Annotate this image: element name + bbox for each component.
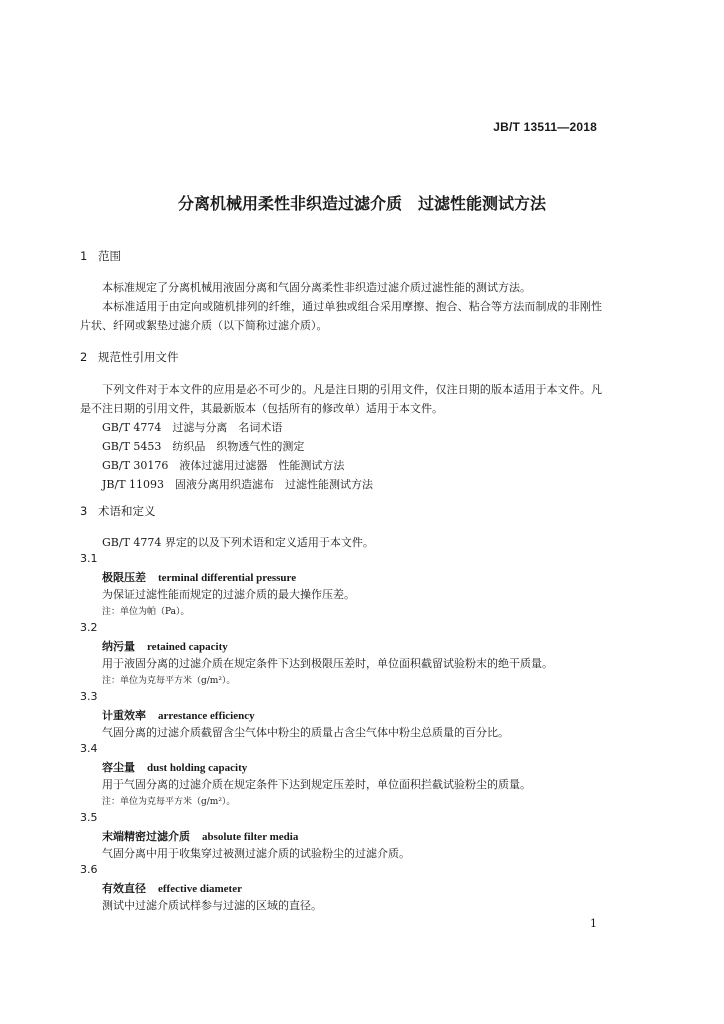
term-heading [102,880,242,896]
section-2-heading [80,349,179,365]
section-2-para-1: 下列文件对于本文件的应用是必不可少的。凡是注日期的引用文件，仅注日期的版本适用于本文件。凡是不注日期的引用文件，其最新版本（包括所有的修改单）适用于本文件。 [80,383,602,415]
term-definition: 测试中过滤介质试样参与过滤的区域的直径。 [102,899,322,912]
term-zh: 容尘量 [102,761,135,774]
term-number: 3.1 [80,552,98,565]
term-heading [102,707,255,723]
section-number: 1 [80,249,88,263]
document-title: 分离机械用柔性非织造过滤介质 过滤性能测试方法 [177,194,546,213]
section-1-heading [80,248,121,264]
term-heading [102,759,247,775]
term-en: effective diameter [158,883,242,895]
reference-item: GB/T 5453 纺织品 织物透气性的测定 [102,440,305,453]
term-zh: 纳污量 [102,640,135,653]
term-number: 3.4 [80,742,98,755]
term-number: 3.5 [80,811,98,824]
term-note: 注：单位为克每平方米（g/m²）。 [102,676,236,686]
term-heading [102,569,296,585]
reference-item: GB/T 4774 过滤与分离 名词术语 [102,421,283,434]
term-note: 注：单位为帕（Pa）。 [102,607,190,617]
section-number: 2 [80,350,88,364]
standard-code: JB/T 13511—2018 [493,120,597,134]
term-heading [102,828,298,844]
section-3-heading [80,503,156,519]
term-zh: 极限压差 [102,571,146,584]
term-en: dust holding capacity [147,762,248,774]
term-en: arrestance efficiency [158,710,255,722]
term-note: 注：单位为克每平方米（g/m²）。 [102,797,236,807]
term-en: retained capacity [147,641,228,653]
term-zh: 末端精密过滤介质 [102,830,190,843]
term-number: 3.3 [80,690,98,703]
term-zh: 计重效率 [102,709,146,722]
section-title: 范围 [98,249,121,263]
term-definition: 气固分离的过滤介质截留含尘气体中粉尘的质量占含尘气体中粉尘总质量的百分比。 [102,726,509,739]
section-1-para-1: 本标准规定了分离机械用液固分离和气固分离柔性非织造过滤介质过滤性能的测试方法。 [102,281,531,294]
term-number: 3.2 [80,621,98,634]
term-en: absolute filter media [202,831,299,843]
section-number: 3 [80,504,88,518]
section-title: 术语和定义 [98,504,156,518]
term-definition: 气固分离中用于收集穿过被测过滤介质的试验粉尘的过滤介质。 [102,847,410,860]
section-title: 规范性引用文件 [98,350,179,364]
term-definition: 用于液固分离的过滤介质在规定条件下达到极限压差时，单位面积截留试验粉末的绝干质量。 [102,657,553,670]
term-definition: 用于气固分离的过滤介质在规定条件下达到规定压差时，单位面积拦截试验粉尘的质量。 [102,778,531,791]
section-3-para-1: GB/T 4774 界定的以及下列术语和定义适用于本文件。 [102,536,374,549]
reference-item: GB/T 30176 液体过滤用过滤器 性能测试方法 [102,459,345,472]
page-number: 1 [590,917,597,930]
reference-item: JB/T 11093 固液分离用织造滤布 过滤性能测试方法 [102,478,374,491]
term-definition: 为保证过滤性能而规定的过滤介质的最大操作压差。 [102,588,355,601]
term-number: 3.6 [80,863,98,876]
term-en: terminal differential pressure [158,572,297,584]
term-zh: 有效直径 [102,882,146,895]
term-heading [102,638,228,654]
section-1-para-2: 本标准适用于由定向或随机排列的纤维，通过单独或组合采用摩擦、抱合、粘合等方法而制成的非刚性片状、纤网或絮垫过滤介质（以下简称过滤介质）。 [80,300,602,332]
